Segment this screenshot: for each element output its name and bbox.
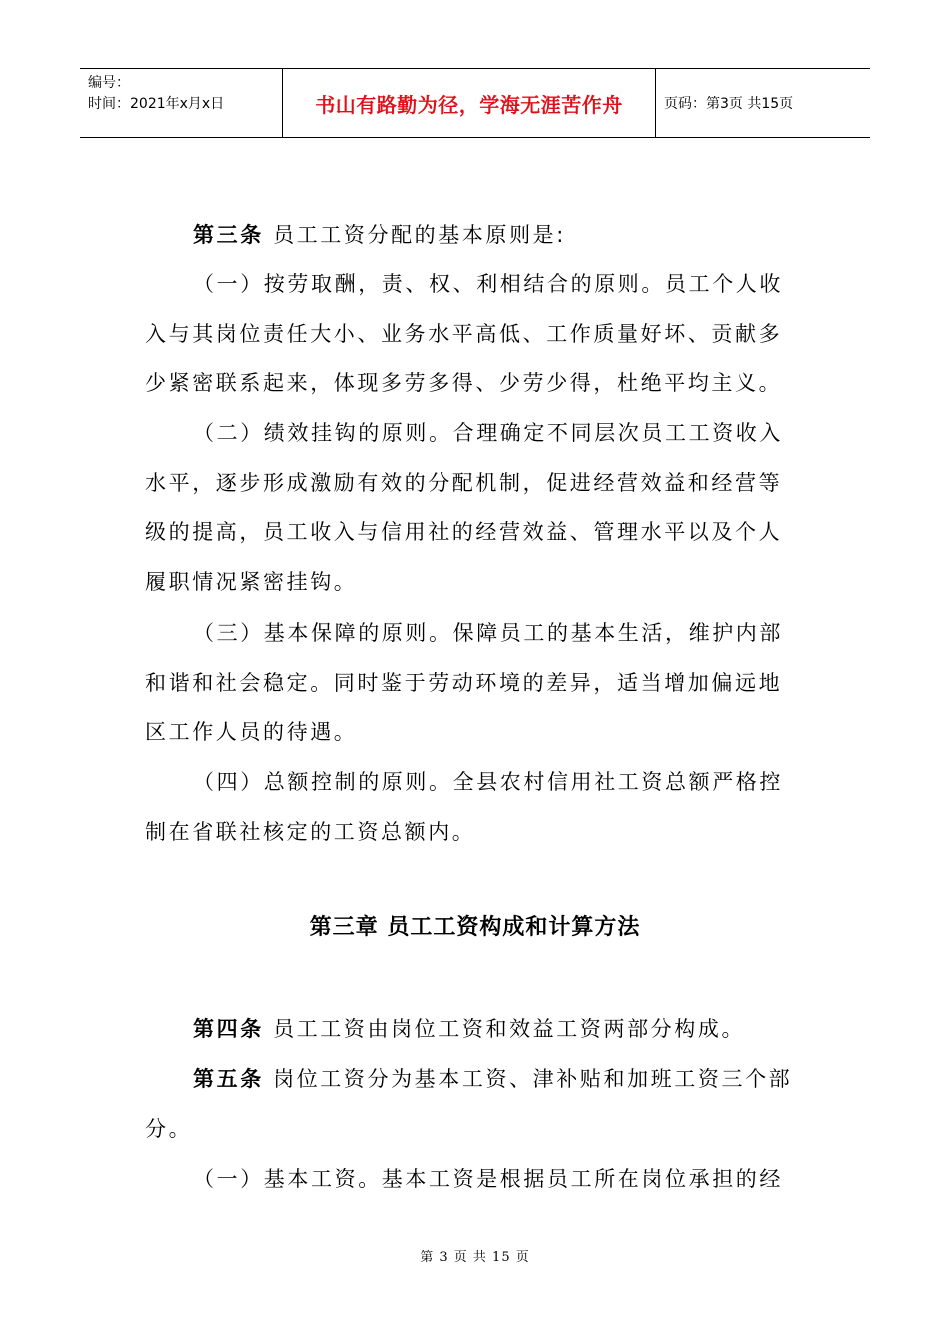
paragraph-1: （一）按劳取酬，责、权、利相结合的原则。员工个人收入与其岗位责任大小、业务水平高低、工作质量好坏、贡献多少紧密联系起来，体现多劳多得、少劳少得，杜绝平均主义。 [145, 272, 783, 395]
chapter-heading: 第三章 员工工资构成和计算方法 [309, 915, 641, 940]
article-3-text: 员工工资分配的基本原则是: [263, 223, 566, 247]
header-motto: 书山有路勤为径，学海无涯苦作舟 [282, 69, 656, 137]
article-3-title: 第三条 [193, 223, 264, 247]
article-4 [145, 1005, 805, 1055]
document-number-label: 编号： [88, 75, 130, 91]
paragraph-2: （二）绩效挂钩的原则。合理确定不同层次员工工资收入水平，逐步形成激励有效的分配机制，促进经营效益和经营等级的提高，员工收入与信用社的经营效益、管理水平以及个人履职情况紧密挂钩。 [145, 421, 783, 594]
article-5-title: 第五条 [193, 1067, 264, 1091]
page-footer: 第 3 页 共 15 页 [420, 1250, 530, 1265]
paragraph-4: （四）总额控制的原则。全县农村信用社工资总额严格控制在省联社核定的工资总额内。 [145, 770, 783, 844]
header-table [80, 68, 870, 138]
header-page-info: 页码：第3页 共15页 [664, 96, 794, 112]
paragraph-5: （一）基本工资。基本工资是根据员工所在岗位承担的经 [193, 1167, 783, 1191]
article-5 [145, 1055, 805, 1154]
article-5-text: 岗位工资分为基本工资、津补贴和加班工资三个部分。 [145, 1067, 793, 1141]
header-left-cell [80, 69, 282, 137]
article-3 [145, 211, 805, 261]
paragraph-3: （三）基本保障的原则。保障员工的基本生活，维护内部和谐和社会稳定。同时鉴于劳动环境的差异，适当增加偏远地区工作人员的待遇。 [145, 621, 783, 744]
article-4-title: 第四条 [193, 1017, 264, 1041]
article-4-text: 员工工资由岗位工资和效益工资两部分构成。 [263, 1017, 746, 1041]
document-time-label: 时间：2021年x月x日 [88, 96, 225, 112]
